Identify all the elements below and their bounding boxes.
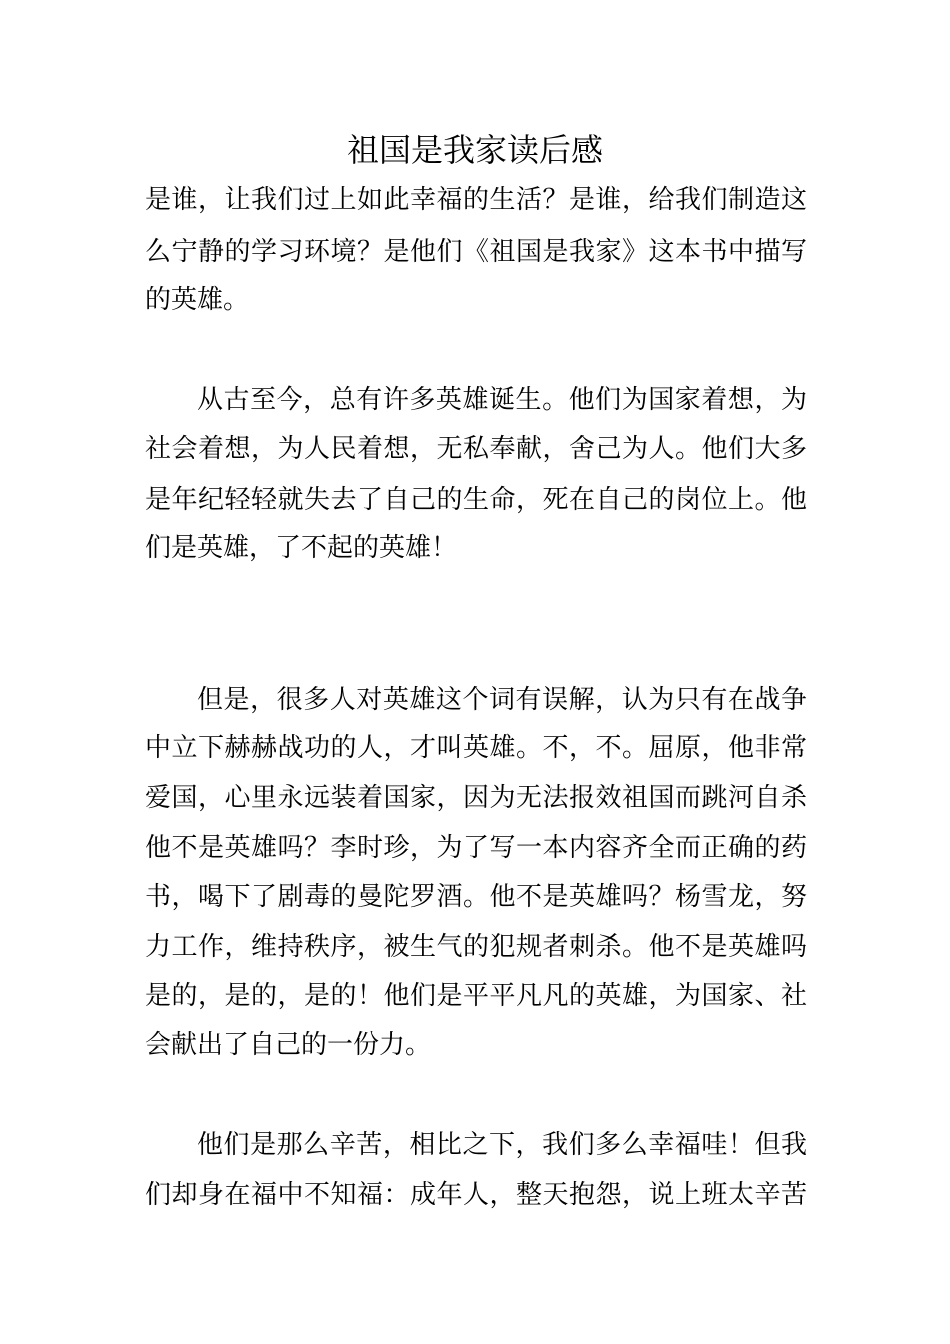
paragraph-3-line-4: 他不是英雄吗？李时珍，为了写一本内容齐全而正确的药	[145, 833, 807, 863]
paragraph-2-line-4: 们是英雄，了不起的英雄！	[145, 533, 458, 563]
paragraph-1-line-2: 么宁静的学习环境？是他们《祖国是我家》这本书中描写	[145, 237, 807, 267]
paragraph-3-line-1: 但是，很多人对英雄这个词有误解，认为只有在战争	[197, 685, 807, 715]
paragraph-2-line-3: 是年纪轻轻就失去了自己的生命，死在自己的岗位上。他	[145, 485, 807, 515]
paragraph-3-line-2: 中立下赫赫战功的人，才叫英雄。不，不。屈原，他非常	[145, 733, 807, 763]
paragraph-3-line-7: 是的，是的，是的！他们是平平凡凡的英雄，为国家、社	[145, 981, 807, 1011]
document-title: 祖国是我家读后感	[346, 131, 603, 169]
paragraph-3-line-8: 会献出了自己的一份力。	[145, 1030, 432, 1060]
paragraph-1-line-1: 是谁，让我们过上如此幸福的生活？是谁，给我们制造这	[145, 185, 807, 215]
paragraph-4-line-2: 们却身在福中不知福：成年人，整天抱怨，说上班太辛苦	[145, 1180, 807, 1210]
paragraph-3-line-3: 爱国，心里永远装着国家，因为无法报效祖国而跳河自杀	[145, 783, 807, 813]
paragraph-3-line-5: 书，喝下了剧毒的曼陀罗酒。他不是英雄吗？杨雪龙，努	[145, 882, 807, 912]
paragraph-2-line-1: 从古至今，总有许多英雄诞生。他们为国家着想，为	[197, 385, 807, 415]
paragraph-2-line-2: 社会着想，为人民着想，无私奉献，舍己为人。他们大多	[145, 434, 807, 464]
paragraph-1-line-3: 的英雄。	[145, 285, 250, 315]
paragraph-3-line-6: 力工作，维持秩序，被生气的犯规者刺杀。他不是英雄吗	[145, 932, 807, 962]
paragraph-4-line-1: 他们是那么辛苦，相比之下，我们多么幸福哇！但我	[197, 1130, 807, 1160]
